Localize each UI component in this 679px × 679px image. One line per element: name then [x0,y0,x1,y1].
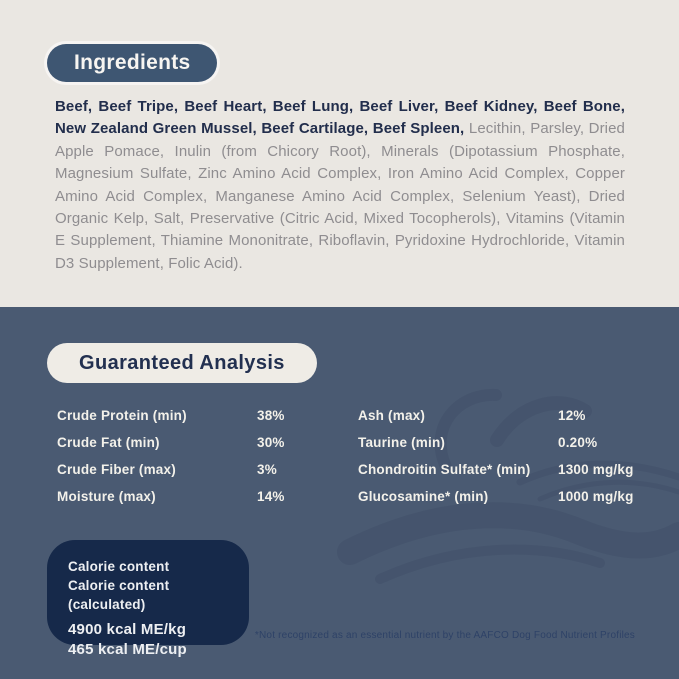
analysis-value: 38% [257,408,285,423]
calorie-value-kg: 4900 kcal ME/kg [68,621,187,638]
analysis-left-column [57,402,357,510]
analysis-label: Moisture (max) [57,489,156,504]
ingredients-primary-meats: Beef, Beef Tripe, Beef Heart, Beef Lung, Beef Liver, Beef Kidney, Beef Bone, New Zealand Green Mussel, Beef Cartilage, Beef Spleen, [55,98,625,138]
analysis-row-glucosamine [358,483,658,510]
analysis-right-column [358,402,658,510]
calorie-value-cup: 465 kcal ME/cup [68,641,187,658]
ingredients-section [0,0,679,307]
analysis-row-chondroitin [358,456,658,483]
analysis-label: Crude Fat (min) [57,435,160,450]
analysis-value: 30% [257,435,285,450]
ingredients-secondary-additives: Lecithin, Parsley, Dried Apple Pomace, Inulin (from Chicory Root), Minerals (Dipotassium Phosphate, Magnesium Sulfate, Zinc Amino Acid Complex, Iron Amino Acid Complex, Copper Amino Acid Complex, Manganese Amino Acid Complex, Selenium Yeast), Dried Organic Kelp, Salt, Preservative (Citric Acid, Mixed Tocopherols), Vitamins (Vitamin E Supplement, Thiamine Mononitrate, Riboflavin, Pyridoxine Hydrochloride, Vitamin D3 Supplement, Folic Acid). [55,120,625,272]
guaranteed-analysis-title: Guaranteed Analysis [79,351,285,374]
ingredients-title: Ingredients [74,51,191,74]
analysis-label: Crude Protein (min) [57,408,187,423]
analysis-label: Crude Fiber (max) [57,462,176,477]
analysis-value: 14% [257,489,285,504]
analysis-row-moisture [57,483,357,510]
analysis-value: 1300 mg/kg [558,462,634,477]
analysis-row-ash [358,402,658,429]
analysis-row-crude-fat [57,429,357,456]
calorie-title-line: Calorie content (calculated) [68,578,170,612]
analysis-label: Chondroitin Sulfate* (min) [358,462,531,477]
guaranteed-analysis-title-pill [47,343,317,383]
analysis-value: 0.20% [558,435,598,450]
analysis-row-crude-protein [57,402,357,429]
calorie-title-line: Calorie content [68,559,170,574]
analysis-value: 1000 mg/kg [558,489,634,504]
ingredients-paragraph [55,96,625,275]
analysis-row-taurine [358,429,658,456]
analysis-label: Taurine (min) [358,435,446,450]
guaranteed-analysis-section [0,307,679,679]
analysis-value: 12% [558,408,586,423]
analysis-row-crude-fiber [57,456,357,483]
analysis-value: 3% [257,462,277,477]
calorie-titles [68,557,237,614]
analysis-label: Glucosamine* (min) [358,489,489,504]
analysis-label: Ash (max) [358,408,426,423]
aafco-footnote: *Not recognized as an essential nutrient by the AAFCO Dog Food Nutrient Profiles [254,630,635,641]
calorie-values [68,620,237,660]
ingredients-title-pill [47,44,217,82]
